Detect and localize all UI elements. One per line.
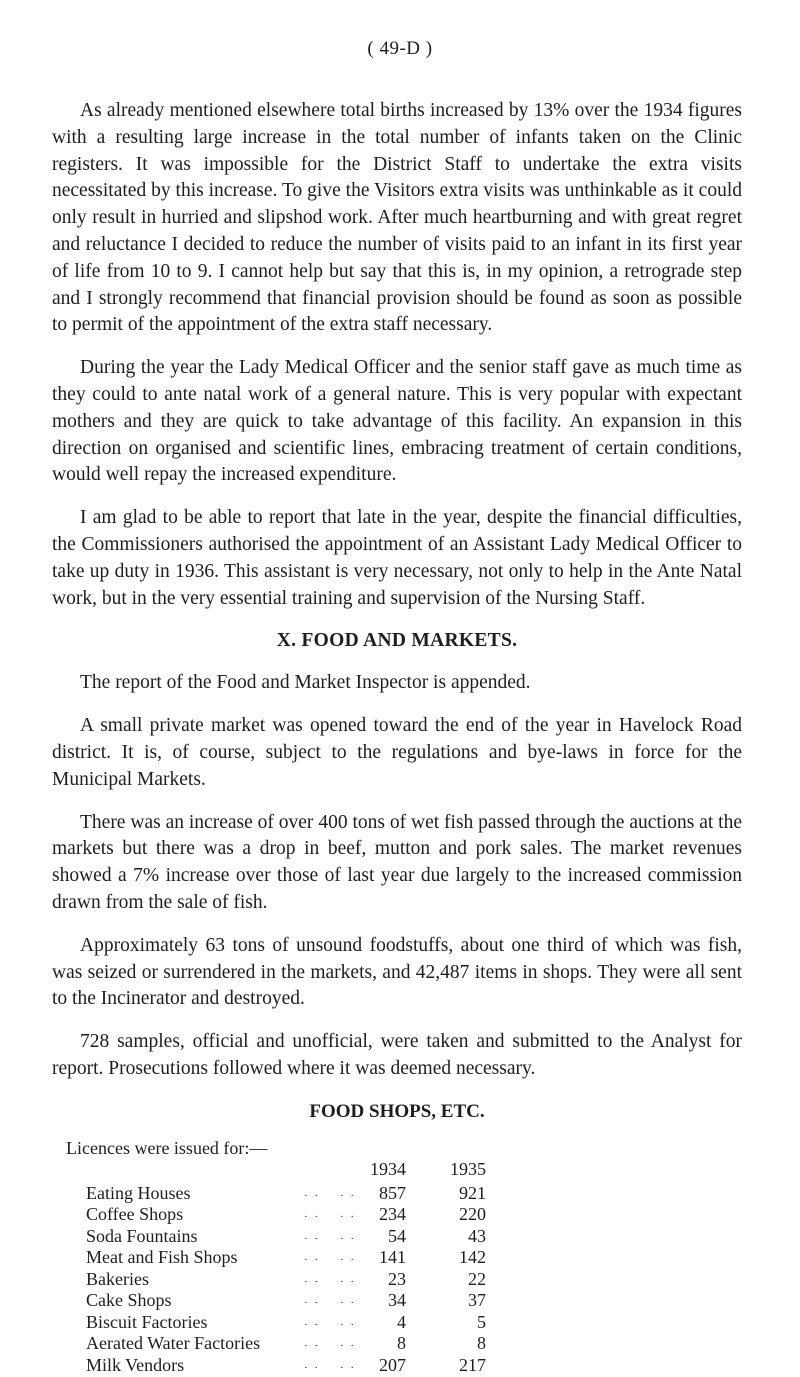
section-heading-food-markets: X. FOOD AND MARKETS. bbox=[276, 630, 518, 652]
leader-dots: · · bbox=[304, 1318, 321, 1331]
value-1935: 921 bbox=[459, 1182, 486, 1203]
row-label: Aerated Water Factories bbox=[86, 1333, 261, 1354]
leader-dots: · · bbox=[304, 1340, 321, 1353]
table-row bbox=[86, 1204, 742, 1226]
paragraph-births-visits: As already mentioned elsewhere total births increased by 13% over the 1934 figures with a resulting large increase in the total number of infants taken on the Clinic registers. It was impossible for the District Staff to undertake the extra visits necessitated by this increase. To give the Visitors extra visits was unthinkable as it could only result in hurried and slipshod work. After much heartburning and with great regret and reluctance I decided to reduce the number of visits paid to an infant in its first year of life from 10 to 9. I cannot help but say that this is, in my opinion, a retrograde step and I strongly recommend that financial provision should be found as soon as possible to permit of the appointment of the extra staff necessary. bbox=[52, 100, 742, 336]
row-label: Bakeries bbox=[86, 1268, 149, 1289]
licences-table bbox=[86, 1159, 742, 1377]
row-label: Biscuit Factories bbox=[86, 1311, 208, 1332]
paragraph-inspector-report: The report of the Food and Market Inspector is appended. bbox=[80, 672, 531, 694]
paragraph-fish-auctions: There was an increase of over 400 tons of wet fish passed through the auctions at the markets but there was a drop in beef, mutton and pork sales. The market revenues showed a 7% increase over those of last year due largely to the increased commission drawn from the sale of fish. bbox=[52, 811, 742, 913]
value-1935: 22 bbox=[468, 1268, 486, 1289]
leader-dots: · · bbox=[304, 1211, 321, 1224]
document-body bbox=[52, 98, 742, 1376]
column-header-1934: 1934 bbox=[370, 1158, 406, 1179]
leader-dots: · · bbox=[340, 1254, 357, 1267]
value-1935: 217 bbox=[459, 1354, 486, 1375]
value-1934: 4 bbox=[397, 1311, 406, 1332]
value-1934: 207 bbox=[379, 1354, 406, 1375]
row-label: Cake Shops bbox=[86, 1290, 172, 1311]
subheading-food-shops: FOOD SHOPS, ETC. bbox=[309, 1100, 485, 1122]
leader-dots: · · bbox=[340, 1340, 357, 1353]
leader-dots: · · bbox=[340, 1361, 357, 1374]
row-label: Soda Fountains bbox=[86, 1225, 198, 1246]
paragraph-ante-natal: During the year the Lady Medical Officer and the senior staff gave as much time as they could to ante natal work of a general nature. This is very popular with expectant mothers and they are quick to take advantage of this facility. An expansion in this direction on organised and scientific lines, embracing treatment of certain conditions, would well repay the increased expenditure. bbox=[52, 357, 742, 486]
row-label: Milk Vendors bbox=[86, 1354, 185, 1375]
value-1935: 142 bbox=[459, 1247, 486, 1268]
leader-dots: · · bbox=[340, 1232, 357, 1245]
leader-dots: · · bbox=[304, 1275, 321, 1288]
leader-dots: · · bbox=[304, 1361, 321, 1374]
leader-dots: · · bbox=[340, 1211, 357, 1224]
value-1934: 234 bbox=[379, 1204, 406, 1225]
value-1935: 8 bbox=[477, 1333, 486, 1354]
value-1934: 23 bbox=[388, 1268, 406, 1289]
table-row bbox=[86, 1312, 742, 1334]
paragraph-samples: 728 samples, official and unofficial, were taken and submitted to the Analyst for report. Prosecutions followed where it was deemed necessary. bbox=[52, 1031, 742, 1079]
page-number: ( 49-D ) bbox=[367, 38, 433, 59]
value-1934: 34 bbox=[388, 1290, 406, 1311]
leader-dots: · · bbox=[340, 1275, 357, 1288]
paragraph-unsound-foodstuffs: Approximately 63 tons of unsound foodstuffs, about one third of which was fish, was seized or surrendered in the markets, and 42,487 items in shops. They were all sent to the Incinerator and destroyed. bbox=[52, 934, 742, 1010]
value-1935: 37 bbox=[468, 1290, 486, 1311]
table-row bbox=[86, 1333, 742, 1355]
table-header-row bbox=[86, 1159, 742, 1183]
table-row bbox=[86, 1183, 742, 1205]
value-1934: 8 bbox=[397, 1333, 406, 1354]
value-1935: 5 bbox=[477, 1311, 486, 1332]
value-1935: 43 bbox=[468, 1225, 486, 1246]
table-row bbox=[86, 1247, 742, 1269]
leader-dots: · · bbox=[304, 1297, 321, 1310]
value-1935: 220 bbox=[459, 1204, 486, 1225]
table-row bbox=[86, 1355, 742, 1377]
table-row bbox=[86, 1290, 742, 1312]
leader-dots: · · bbox=[340, 1189, 357, 1202]
value-1934: 54 bbox=[388, 1225, 406, 1246]
row-label: Coffee Shops bbox=[86, 1204, 184, 1225]
table-row bbox=[86, 1269, 742, 1291]
leader-dots: · · bbox=[340, 1297, 357, 1310]
column-header-1935: 1935 bbox=[450, 1158, 486, 1179]
leader-dots: · · bbox=[340, 1318, 357, 1331]
leader-dots: · · bbox=[304, 1232, 321, 1245]
table-row bbox=[86, 1226, 742, 1248]
paragraph-private-market: A small private market was opened toward the end of the year in Havelock Road district. It is, of course, subject to the regulations and bye-laws in force for the Municipal Markets. bbox=[52, 715, 742, 790]
row-label: Meat and Fish Shops bbox=[86, 1247, 238, 1268]
licences-intro: Licences were issued for:— bbox=[66, 1137, 268, 1158]
table-body bbox=[86, 1183, 742, 1377]
paragraph-assistant-officer: I am glad to be able to report that late in the year, despite the financial difficulties, the Commissioners authorised the appointment of an Assistant Lady Medical Officer to take up duty in 1936. This assistant is very necessary, not only to help in the Ante Natal work, but in the very essential training and supervision of the Nursing Staff. bbox=[52, 507, 742, 609]
value-1934: 857 bbox=[379, 1182, 406, 1203]
row-label: Eating Houses bbox=[86, 1182, 191, 1203]
value-1934: 141 bbox=[379, 1247, 406, 1268]
leader-dots: · · bbox=[304, 1254, 321, 1267]
leader-dots: · · bbox=[304, 1189, 321, 1202]
